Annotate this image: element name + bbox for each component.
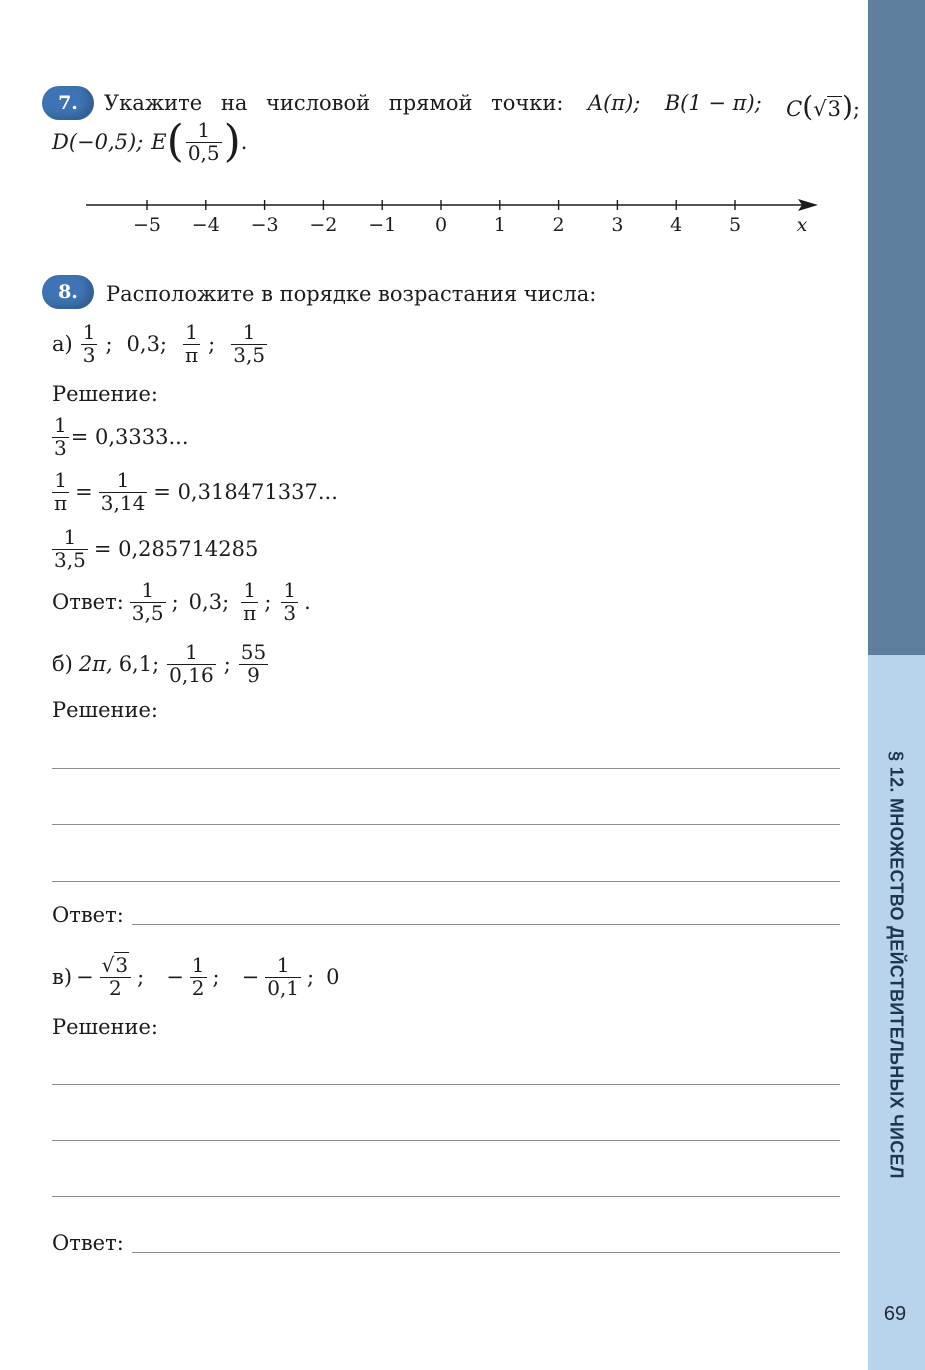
axis-tick-label: 3 — [611, 214, 624, 236]
part-a-numbers: а) $\frac{1}{3}$ ; 0,3; $\frac{1}{\pi}$ ; $\frac{1}{3,5}$ — [52, 320, 266, 367]
part-a-solution-line-1: $\frac{1}{3}$ = 0,3333... — [54, 413, 189, 460]
part-b-numbers: б) 2π, 6,1; $\frac{1}{0,16}$ ; $\frac{55}{9}$ — [52, 640, 267, 687]
axis-tick-label: 5 — [728, 214, 742, 236]
axis-tick-label: −4 — [191, 214, 220, 236]
part-c-answer-label: Ответ: — [52, 1231, 124, 1255]
page-number: 69 — [883, 1303, 907, 1325]
number-line — [80, 190, 830, 240]
point-d: D(−0,5); — [52, 129, 144, 154]
part-b-write-line-1[interactable] — [52, 768, 840, 769]
task-8-badge: 8. — [42, 275, 94, 309]
part-b-answer-label: Ответ: — [52, 903, 124, 927]
axis-tick-label: 0 — [434, 214, 448, 236]
axis-tick-label: −3 — [250, 214, 279, 236]
part-c-numbers: в) − $\frac{√3}{2}$ ; − $\frac{1}{2}$ ; − $\frac{1}{0,1}$ ; 0 — [52, 953, 340, 1000]
sidebar-dark-band — [868, 0, 925, 655]
axis-variable-label: x — [796, 214, 808, 236]
axis-tick-label: −2 — [309, 214, 338, 236]
task-7-prompt-line — [104, 90, 860, 123]
part-b-write-line-2[interactable] — [52, 824, 840, 825]
part-b-solution-label: Решение: — [52, 698, 159, 722]
axis-tick-label: 4 — [670, 214, 683, 236]
axis-tick-label: 1 — [493, 214, 506, 236]
point-e-fraction: $\frac{1}{0,5}$ — [187, 118, 220, 165]
part-a-solution-line-3: $\frac{1}{3,5}$ = 0,285714285 — [54, 525, 259, 572]
part-c-solution-label: Решение: — [52, 1015, 159, 1039]
axis-tick-label: −5 — [132, 214, 162, 236]
task-8-prompt: Расположите в порядке возрастания числа: — [106, 282, 597, 306]
part-a-solution-label: Решение: — [52, 382, 159, 406]
point-a: A(π); — [587, 91, 641, 115]
chapter-title: § 12. МНОЖЕСТВО ДЕЙСТВИТЕЛЬНЫХ ЧИСЕЛ — [886, 751, 907, 1179]
point-c: C(√3); — [786, 90, 860, 123]
task-7-badge: 7. — [42, 86, 94, 120]
part-b-write-line-3[interactable] — [52, 881, 840, 882]
task-7-prompt: Укажите на числовой прямой точки: — [104, 91, 564, 115]
task-7-points-line-2: D(−0,5); E ( $\frac{1}{0,5}$ ) . — [52, 116, 248, 168]
axis-tick-label: 2 — [552, 214, 565, 236]
point-b: B(1 − π); — [664, 91, 762, 115]
part-c-write-line-2[interactable] — [52, 1140, 840, 1141]
axis-tick-label: −1 — [368, 214, 397, 236]
part-a-answer: Ответ: $\frac{1}{3,5}$ ; 0,3; $\frac{1}{\pi}$ ; $\frac{1}{3}$ . — [52, 578, 311, 625]
part-b-answer-line[interactable] — [132, 924, 840, 925]
part-c-answer-line[interactable] — [132, 1252, 840, 1253]
part-c-write-line-3[interactable] — [52, 1196, 840, 1197]
point-e-label: E — [151, 129, 167, 154]
part-a-solution-line-2: $\frac{1}{\pi}$ = $\frac{1}{3,14}$ = 0,318471337... — [54, 468, 338, 515]
part-c-write-line-1[interactable] — [52, 1084, 840, 1085]
